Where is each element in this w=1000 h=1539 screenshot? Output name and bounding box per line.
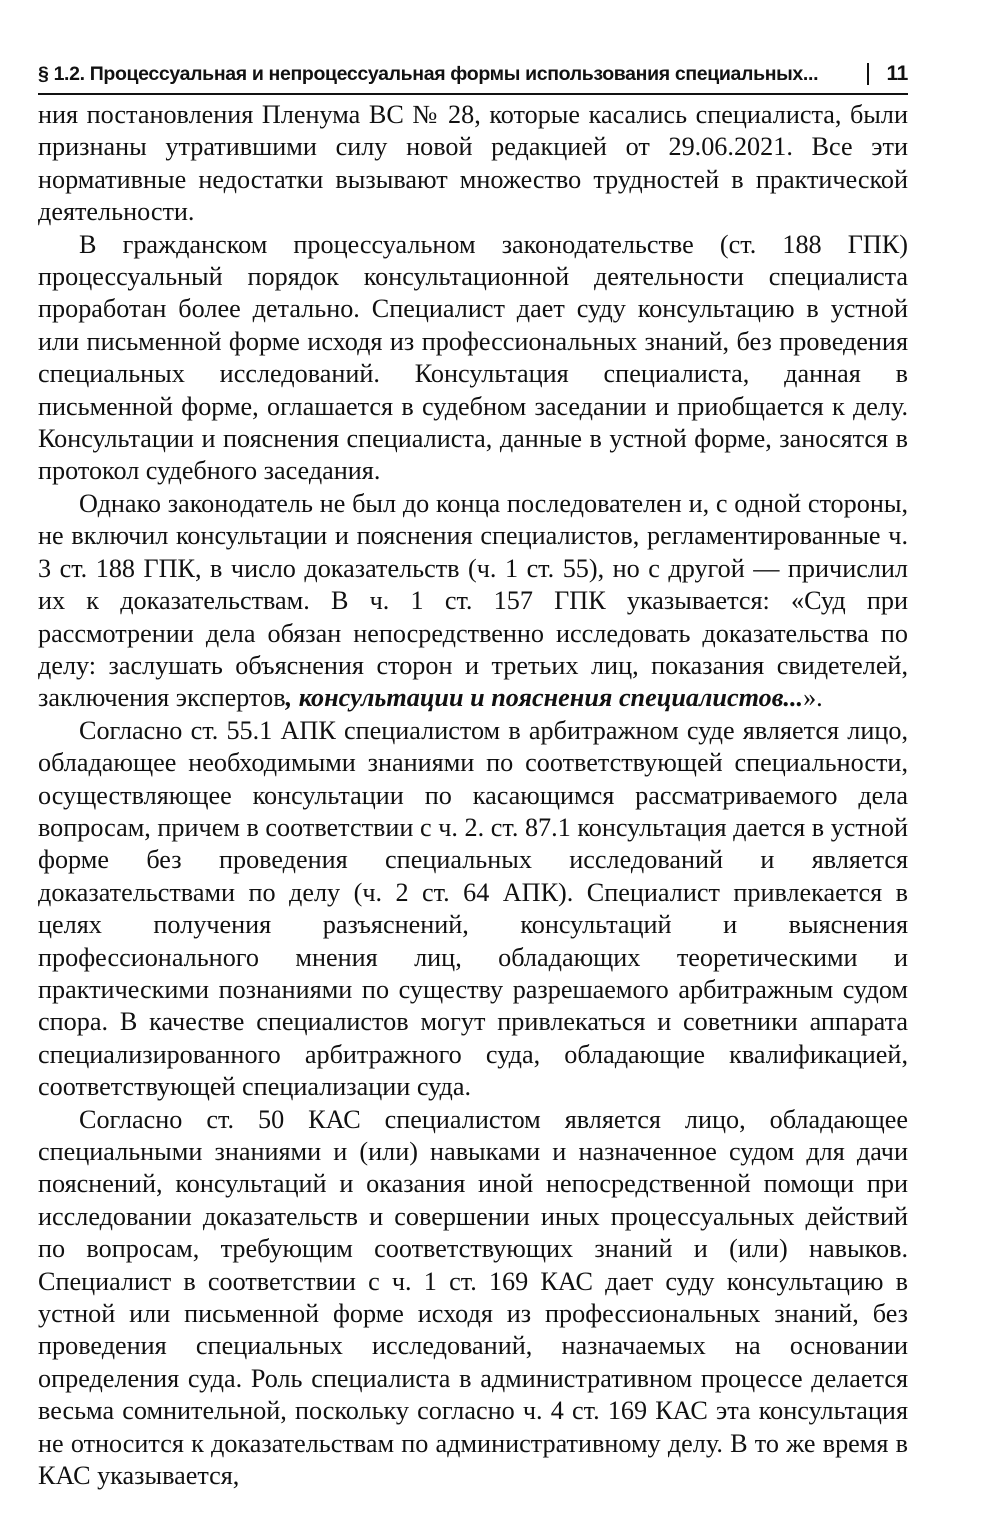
quote-emphasis: , консультации и пояснения специалистов... — [285, 683, 804, 713]
paragraph-gpk: В гражданском процессуальном законодательстве (ст. 188 ГПК) процессуальный порядок консультационной деятельности специалиста проработан более детально. Специалист дает суду консультацию в устной или письменной форме исходя из профессиональных знаний, без проведения специальных исследований. Консультация специалиста, данная в письменной форме, оглашается в судебном заседании и приобщается к делу. Консультации и пояснения специалиста, данные в устной форме, заносятся в протокол судебного заседания. — [38, 229, 908, 486]
page-number: 11 — [886, 62, 908, 85]
paragraph-legislator — [38, 488, 908, 715]
book-page — [38, 62, 908, 1492]
running-head — [38, 62, 908, 95]
section-title: § 1.2. Процессуальная и непроцессуальная формы использования специальных... — [38, 62, 819, 85]
paragraph-apk: Согласно ст. 55.1 АПК специалистом в арбитражном суде является лицо, обладающее необходимыми знаниями по соответствующей специальности, осуществляющее консультации по касающимся рассматриваемого дела вопросам, причем в соответствии с ч. 2. ст. 87.1 консультация дается в устной форме без проведения специальных исследований и является доказательствами по делу (ч. 2 ст. 64 АПК). Специалист привлекается в целях получения разъяснений, консультаций и выяснения профессионального мнения лиц, обладающих теоретическими и практическими познаниями по существу разрешаемого арбитражным судом спора. В качестве специалистов могут привлекаться и советники аппарата специализированного арбитражного суда, обладающие квалификацией, соответствующей специализации суда. — [38, 715, 908, 1102]
paragraph-legislator-text: Однако законодатель не был до конца последователен и, с одной стороны, не включил консультации и пояснения специалистов, регламентированные ч. 3 ст. 188 ГПК, в число доказательств (ч. 1 ст. 55), но с другой — причислил их к доказательствам. В ч. 1 ст. 157 ГПК указывается: «Суд при рассмотрении дела обязан непосредственно исследовать доказательства по делу: заслушать объяснения сторон и третьих лиц, показания свидетелей, заключения экспертов — [38, 488, 908, 713]
paragraph-kas: Согласно ст. 50 КАС специалистом является лицо, обладающее специальными знаниями и (или) навыками и назначенное судом для дачи пояснений, консультаций и оказания иной непосредственной помощи при исследовании доказательств и совершении иных процессуальных действий по вопросам, требующим соответствующих знаний и (или) навыков. Специалист в соответствии с ч. 1 ст. 169 КАС дает суду консультацию в устной или письменной форме исходя из профессиональных знаний, без проведения специальных исследований, назначаемых на основании определения суда. Роль специалиста в административном процессе делается весьма сомнительной, поскольку согласно ч. 4 ст. 169 КАС эта консультация не относится к доказательствам по административному делу. В то же время в КАС указывается, — [38, 1104, 908, 1491]
body-text — [38, 99, 908, 1492]
running-head-right — [853, 62, 909, 86]
header-divider — [867, 63, 869, 85]
quote-closing: ». — [803, 683, 823, 713]
paragraph-continued: ния постановления Пленума ВС № 28, которые касались специалиста, были признаны утратившими силу новой редакцией от 29.06.2021. Все эти нормативные недостатки вызывают множество трудностей в практической деятельности. — [38, 100, 908, 227]
